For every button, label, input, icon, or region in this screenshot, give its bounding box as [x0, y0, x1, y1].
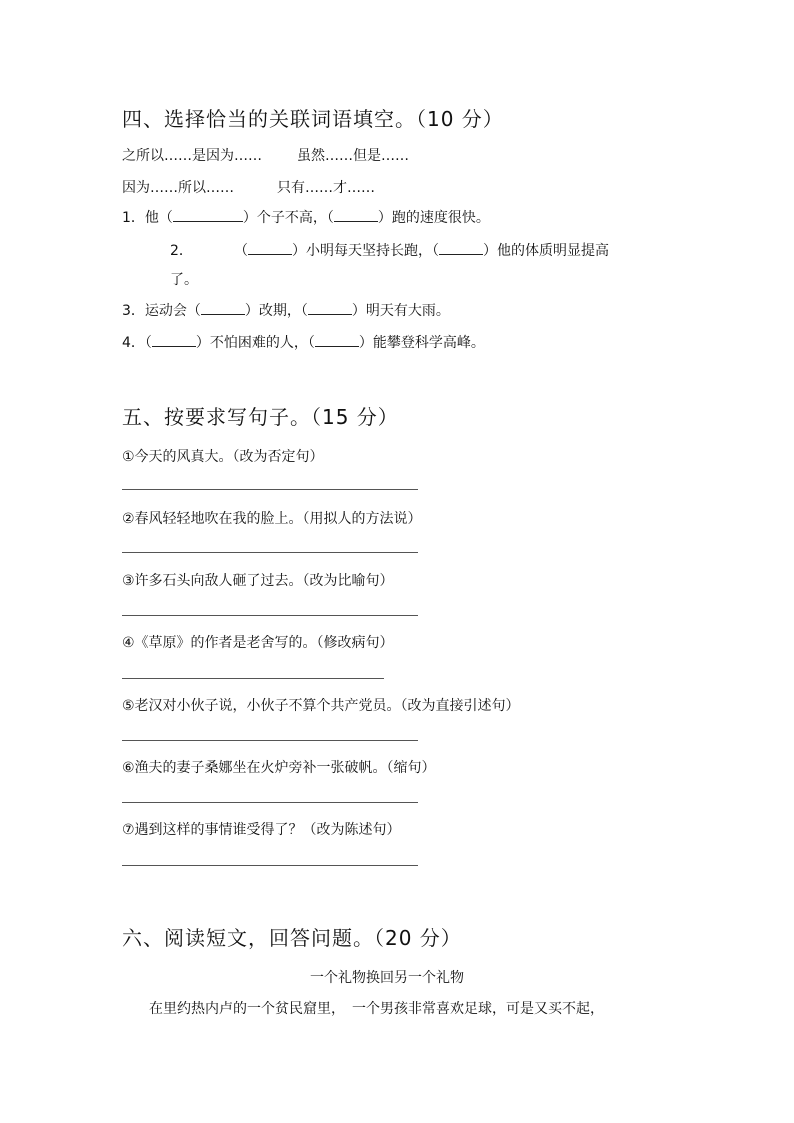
- option-1: 之所以……是因为……: [122, 148, 262, 164]
- blank-2b[interactable]: [439, 242, 483, 255]
- question-4-part-b: ）不怕困难的人，（: [195, 335, 315, 351]
- sentence-item-5: ⑤老汉对小伙子说，小伙子不算个共产党员。（改为直接引述句）: [122, 698, 520, 714]
- question-3-part-a: 3．运动会（: [122, 303, 201, 319]
- passage-line-1: 在里约热内卢的一个贫民窟里， 一个男孩非常喜欢足球，可是又买不起，: [149, 1001, 604, 1017]
- blank-3a[interactable]: [201, 302, 245, 315]
- question-2-number: 2．: [170, 243, 193, 259]
- question-4-part-a: 4．（: [122, 335, 152, 351]
- question-4: [122, 332, 485, 352]
- question-2-part-a: （: [234, 243, 248, 259]
- blank-4b[interactable]: [315, 334, 359, 347]
- question-2-part-b: ）小明每天坚持长跑，（: [292, 243, 439, 259]
- option-4: 只有……才……: [277, 180, 375, 196]
- section-4-heading: 四、选择恰当的关联词语填空。（10 分）: [122, 107, 504, 131]
- sentence-item-7: ⑦遇到这样的事情谁受得了？（改为陈述句）: [122, 822, 401, 838]
- sentence-item-2: ②春风轻轻地吹在我的脸上。（用拟人的方法说）: [122, 511, 422, 527]
- option-2: 虽然……但是……: [297, 148, 409, 164]
- blank-3b[interactable]: [308, 302, 352, 315]
- section-5-heading: 五、按要求写句子。（15 分）: [122, 405, 399, 429]
- question-2-part-c: ）他的体质明显提高: [483, 243, 609, 259]
- question-2-continuation: 了。: [170, 272, 198, 288]
- question-3-part-c: ）明天有大雨。: [351, 303, 450, 319]
- section-6-heading: 六、阅读短文，回答问题。（20 分）: [122, 926, 462, 950]
- sentence-item-3: ③许多石头向敌人砸了过去。（改为比喻句）: [122, 573, 394, 589]
- answer-line-3[interactable]: [122, 615, 418, 616]
- question-1-part-c: ）跑的速度很快。: [377, 210, 490, 226]
- question-1-part-b: ）个子不高，（: [242, 210, 334, 226]
- sentence-item-6: ⑥渔夫的妻子桑娜坐在火炉旁补一张破帆。（缩句）: [122, 760, 436, 776]
- blank-4a[interactable]: [152, 334, 196, 347]
- question-3-part-b: ）改期，（: [244, 303, 308, 319]
- blank-1a[interactable]: [173, 209, 243, 222]
- answer-line-4[interactable]: [122, 678, 384, 679]
- blank-2a[interactable]: [248, 242, 292, 255]
- question-3: [122, 300, 450, 320]
- answer-line-5[interactable]: [122, 740, 418, 741]
- question-4-part-c: ）能攀登科学高峰。: [358, 335, 485, 351]
- option-3: 因为……所以……: [122, 180, 234, 196]
- answer-line-7[interactable]: [122, 865, 418, 866]
- question-2: [234, 240, 609, 260]
- blank-1b[interactable]: [334, 209, 378, 222]
- sentence-item-1: ①今天的风真大。（改为否定句）: [122, 449, 324, 465]
- answer-line-1[interactable]: [122, 489, 418, 490]
- sentence-item-4: ④《草原》的作者是老舍写的。（修改病句）: [122, 635, 394, 651]
- passage-title: 一个礼物换回另一个礼物: [310, 970, 464, 986]
- question-1-part-a: 1．他（: [122, 210, 173, 226]
- answer-line-2[interactable]: [122, 552, 418, 553]
- question-1: [122, 207, 490, 227]
- answer-line-6[interactable]: [122, 802, 418, 803]
